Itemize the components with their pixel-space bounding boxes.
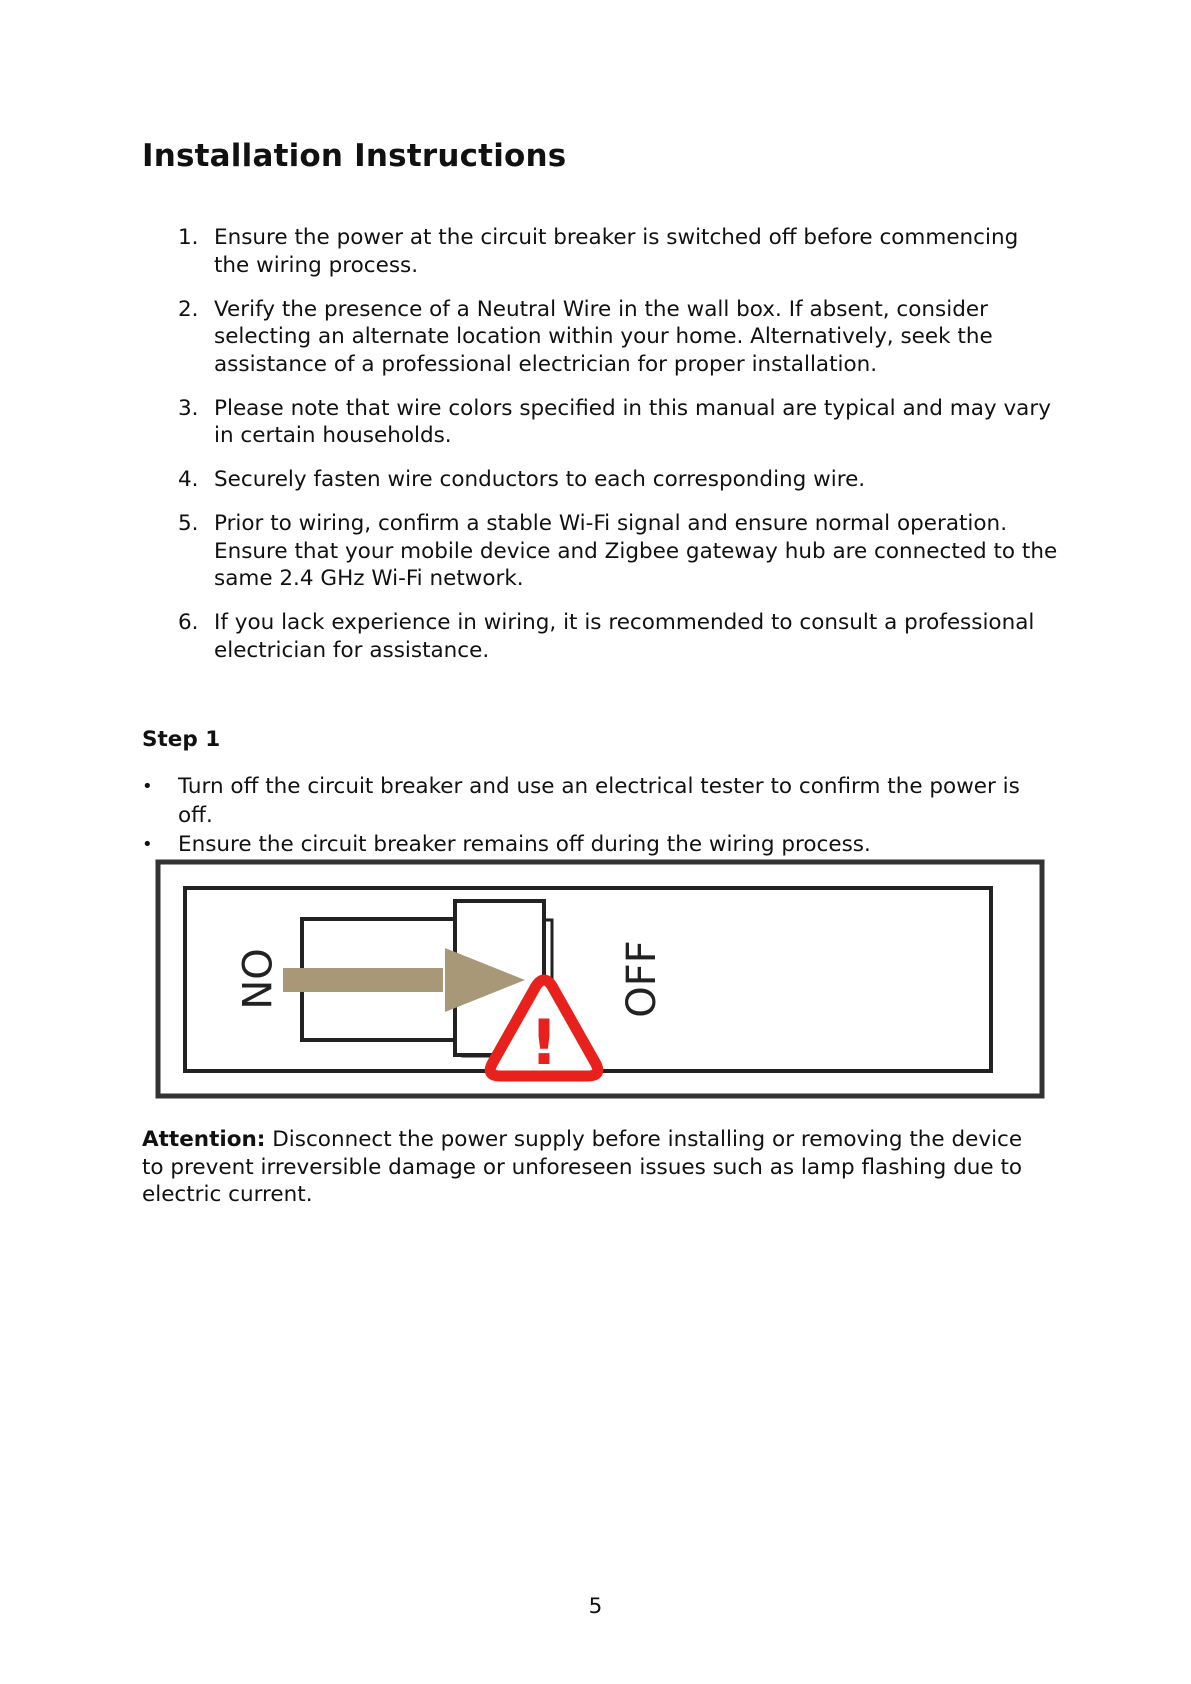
list-item-text: Ensure the power at the circuit breaker is switched off before commencing the wiring process. [214, 225, 1019, 278]
list-item-text: Prior to wiring, confirm a stable Wi-Fi signal and ensure normal operation. Ensure that your mobile device and Zigbee gateway hub are connected to the same 2.4 GHz Wi-Fi network. [214, 511, 1058, 591]
list-item-number: 4. [178, 467, 199, 492]
page-title: Installation Instructions [142, 138, 567, 174]
bullet-text: Turn off the circuit breaker and use an electrical tester to confirm the power is off. [178, 774, 1020, 828]
on-label: ON [232, 948, 278, 1010]
list-item-number: 5. [178, 511, 199, 536]
bullet-text: Ensure the circuit breaker remains off during the wiring process. [178, 832, 871, 857]
list-item-number: 1. [178, 225, 199, 250]
bullet-item [142, 830, 1042, 859]
list-item-text: Please note that wire colors specified in this manual are typical and may vary in certain households. [214, 395, 1051, 448]
list-item [178, 296, 1058, 379]
list-item-number: 6. [178, 610, 199, 635]
attention-note [142, 1126, 1042, 1209]
list-item-text: Verify the presence of a Neutral Wire in the wall box. If absent, consider selecting an alternate location within your home. Alternatively, seek the assistance of a professional electrician for proper installation. [214, 296, 993, 377]
list-item-number: 2. [178, 296, 199, 322]
step-bullet-list [142, 772, 1042, 859]
step-heading: Step 1 [142, 727, 221, 752]
attention-label: Attention: [142, 1127, 266, 1152]
list-item [178, 224, 1058, 279]
list-item [178, 466, 1058, 494]
list-item-text: If you lack experience in wiring, it is recommended to consult a professional electrician for assistance. [214, 610, 1035, 663]
bullet-dot: • [142, 834, 153, 855]
list-item [178, 395, 1058, 450]
circuit-breaker-diagram [155, 858, 1045, 1110]
list-item-text: Securely fasten wire conductors to each corresponding wire. [214, 467, 866, 492]
list-item [178, 510, 1058, 593]
bullet-dot: • [142, 776, 153, 797]
list-item [178, 609, 1058, 664]
instructions-list [178, 224, 1058, 681]
bullet-item [142, 772, 1042, 830]
list-item-number: 3. [178, 395, 199, 421]
off-label: OFF [619, 940, 665, 1018]
warning-mark: ! [529, 1006, 559, 1079]
page-number: 5 [588, 1594, 603, 1619]
attention-text: Disconnect the power supply before installing or removing the device to prevent irreversible damage or unforeseen issues such as lamp flashing due to electric current. [142, 1127, 1023, 1207]
